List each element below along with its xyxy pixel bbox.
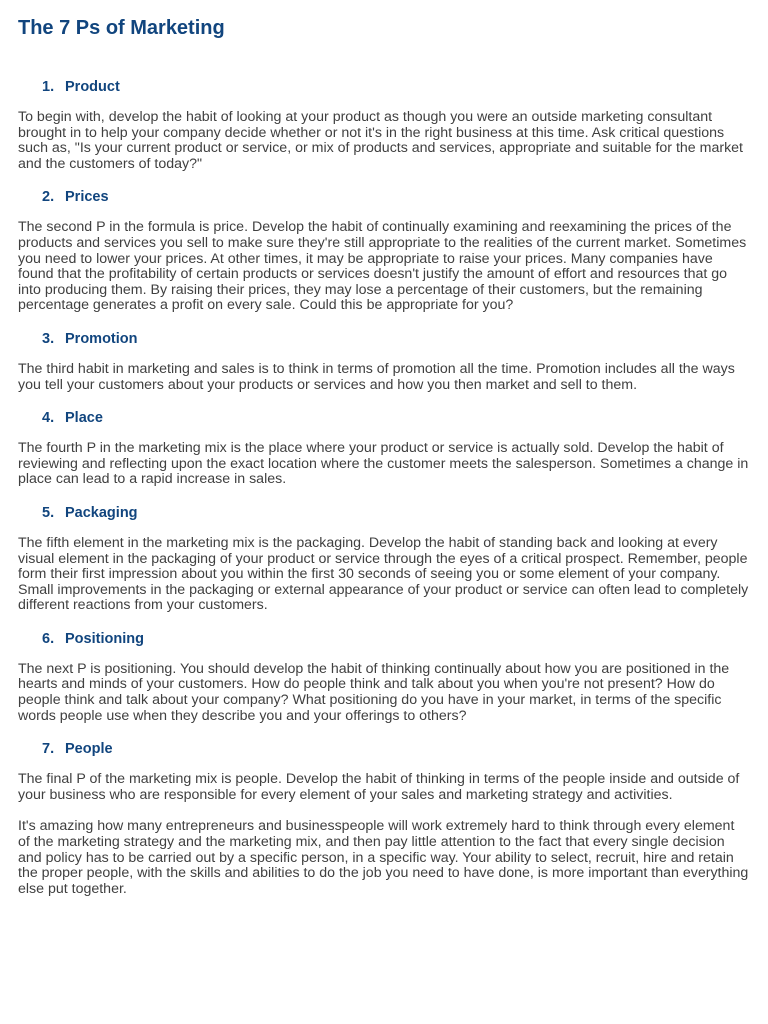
section-number: 3. — [42, 330, 55, 347]
section-heading — [42, 740, 750, 758]
section-heading — [42, 504, 750, 522]
section-packaging — [18, 504, 750, 614]
section-number: 2. — [42, 189, 55, 206]
section-paragraph: The next P is positioning. You should develop the habit of thinking continually about how you are positioned in the hearts and minds of your customers. How do people think and talk about you when you're not present? How do people think and talk about your company? What positioning do you have in your market, in terms of the specific words people use when they describe you and your offerings to others? — [18, 660, 730, 724]
page-title: The 7 Ps of Marketing — [18, 17, 225, 39]
section-title: Place — [65, 410, 103, 427]
section-heading — [42, 78, 750, 96]
section-paragraph: The third habit in marketing and sales is to think in terms of promotion all the time. Promotion includes all the ways you tell your customers about your products or services and how you then market and sell to them. — [18, 360, 735, 393]
section-title: People — [65, 741, 113, 758]
section-title: Product — [65, 79, 120, 95]
section-title: Positioning — [65, 630, 144, 647]
section-heading — [42, 188, 750, 206]
section-paragraph: The final P of the marketing mix is people. Develop the habit of thinking in terms of the people inside and outside of your business who are responsible for every element of your sales and marketing strategy and activities. — [18, 771, 740, 803]
section-prices — [18, 188, 750, 314]
section-heading — [42, 330, 750, 348]
section-heading — [42, 409, 750, 427]
section-heading — [42, 630, 750, 648]
section-number: 1. — [42, 79, 55, 95]
section-paragraph: The fifth element in the marketing mix is the packaging. Develop the habit of standing back and looking at every visual element in the packaging of your product or service through the eyes of a critical prospect. Remember, people form their first impression about you within the first 30 seconds of seeing you or some element of your company. Small improvements in the packaging or external appearance of your product or service can often lead to completely different reactions from your customers. — [18, 534, 749, 614]
section-paragraph: The second P in the formula is price. Develop the habit of continually examining and reexamining the prices of the products and services you sell to make sure they're still appropriate to the realities of the current market. Sometimes you need to lower your prices. At other times, it may be appropriate to raise your prices. Many companies have found that the profitability of certain products or services doesn't justify the amount of effort and resources that go into producing them. By raising their prices, they may lose a percentage of their customers, but the remaining percentage generates a profit on every sale. Could this be appropriate for you? — [18, 219, 747, 314]
section-number: 4. — [42, 410, 55, 427]
section-title: Packaging — [65, 504, 138, 521]
section-paragraph: To begin with, develop the habit of looking at your product as though you were an outside marketing consultant brought in to help your company decide whether or not it's in the right business at this time. Ask critical questions such as, "Is your current product or service, or mix of products and services, appropriate and suitable for the market and the customers of today?" — [18, 109, 743, 172]
section-paragraph: It's amazing how many entrepreneurs and businesspeople will work extremely hard to think through every element of the marketing strategy and the marketing mix, and then pay little attention to the fact that every single decision and policy has to be carried out by a specific person, in a specific way. Your ability to select, recruit, hire and retain the proper people, with the skills and abilities to do the job you need to have done, is more important than everything else put together. — [18, 818, 749, 897]
section-positioning — [18, 630, 750, 724]
section-title: Promotion — [65, 330, 138, 347]
section-number: 6. — [42, 630, 55, 647]
section-people — [18, 740, 750, 897]
section-promotion — [18, 330, 750, 393]
section-product — [18, 78, 750, 172]
section-number: 7. — [42, 741, 55, 758]
section-title: Prices — [65, 189, 109, 206]
section-paragraph: The fourth P in the marketing mix is the place where your product or service is actually sold. Develop the habit of reviewing and reflecting upon the exact location where the customer meets the salesperson. Sometimes a change in place can lead to a rapid increase in sales. — [18, 440, 749, 488]
section-number: 5. — [42, 504, 55, 521]
section-place — [18, 409, 750, 488]
